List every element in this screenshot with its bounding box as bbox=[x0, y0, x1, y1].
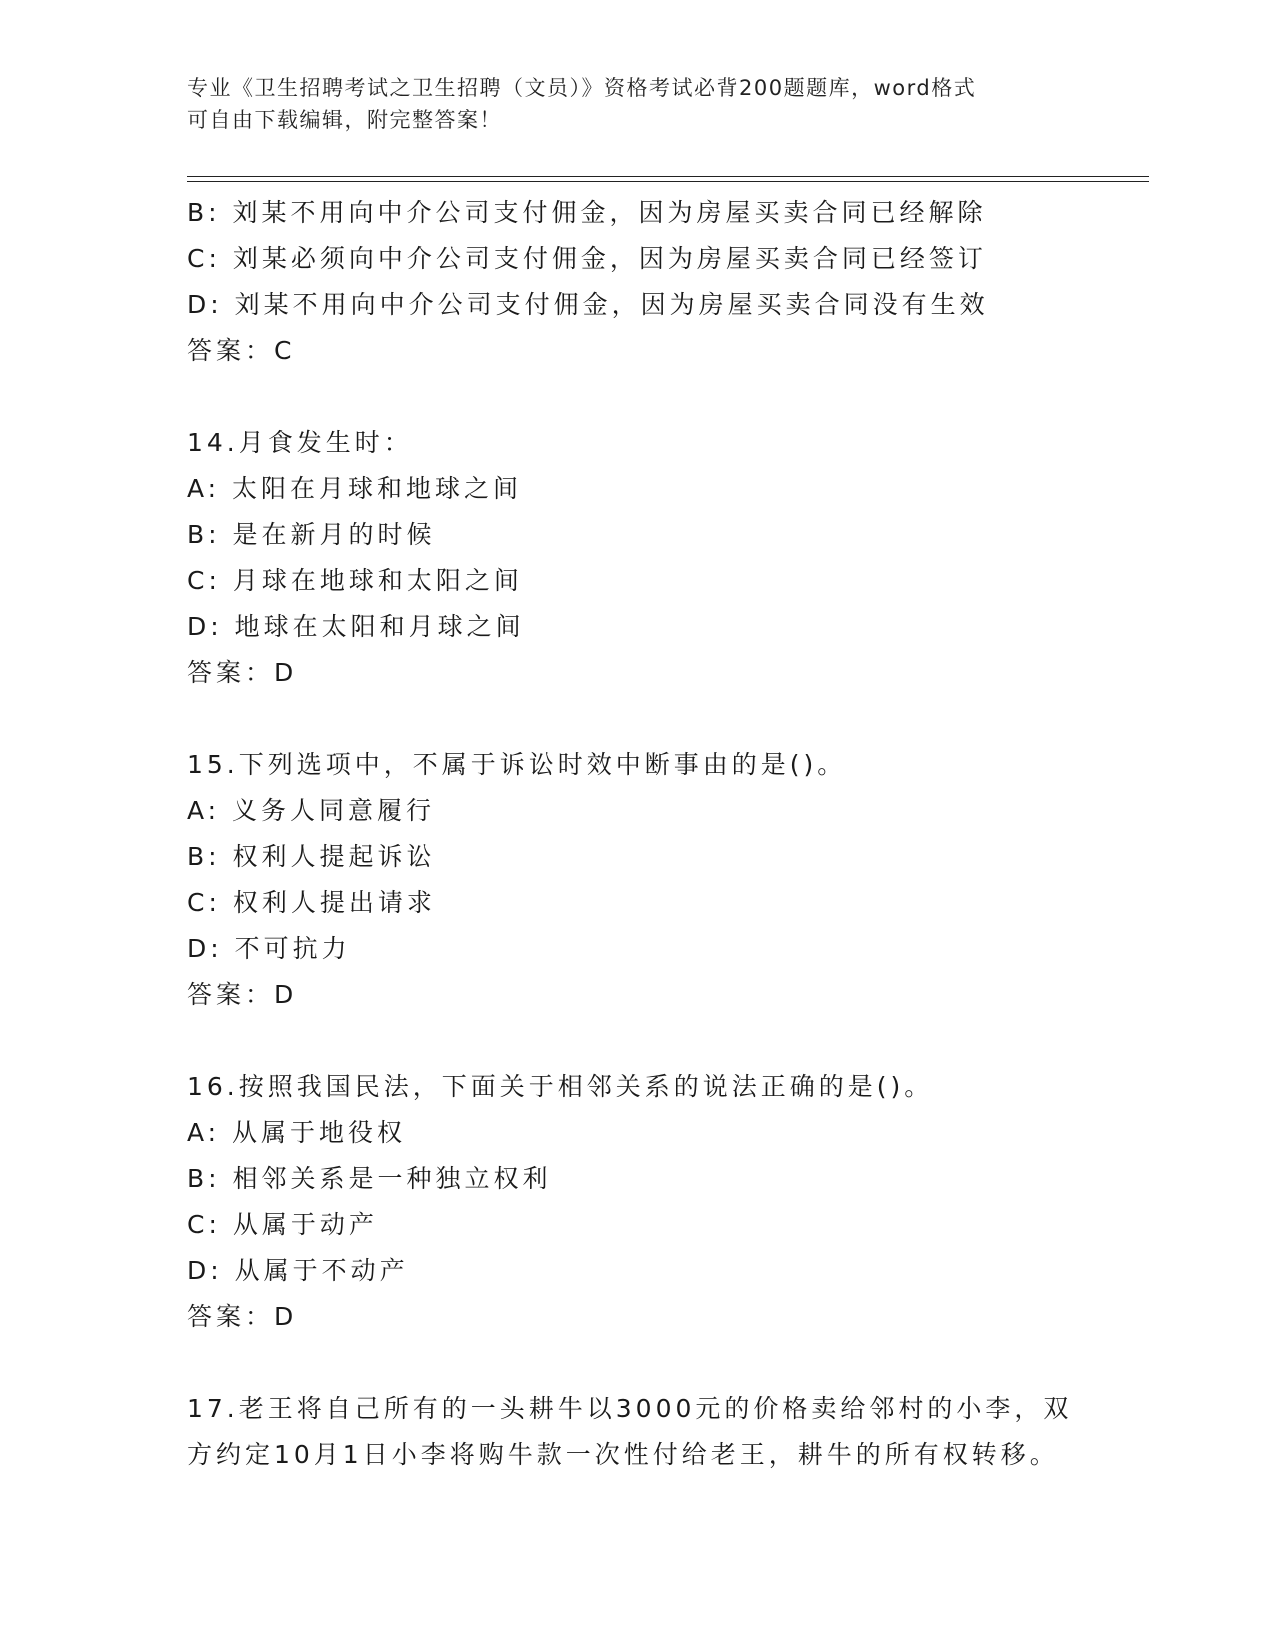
answer: 答案：D bbox=[187, 658, 298, 687]
question-stem: 15.下列选项中，不属于诉讼时效中断事由的是()。 bbox=[187, 750, 847, 779]
option-c: C: 权利人提出请求 bbox=[187, 888, 436, 917]
question-stem: 16.按照我国民法，下面关于相邻关系的说法正确的是()。 bbox=[187, 1072, 934, 1101]
option-d: D: 从属于不动产 bbox=[187, 1256, 409, 1285]
header-divider-bottom bbox=[187, 181, 1149, 182]
answer: 答案：C bbox=[187, 336, 296, 365]
option-c: C: 月球在地球和太阳之间 bbox=[187, 566, 523, 595]
spacer bbox=[187, 1340, 1087, 1386]
question-stem-line-1: 17.老王将自己所有的一头耕牛以3000元的价格卖给邻村的小李，双 bbox=[187, 1394, 1073, 1423]
question-14 bbox=[187, 420, 1087, 696]
question-stem-line-2: 方约定10月1日小李将购牛款一次性付给老王，耕牛的所有权转移。 bbox=[187, 1440, 1059, 1469]
question-15 bbox=[187, 742, 1087, 1018]
spacer bbox=[187, 696, 1087, 742]
option-a: A: 从属于地役权 bbox=[187, 1118, 407, 1147]
question-13 bbox=[187, 190, 1087, 374]
question-list bbox=[187, 190, 1087, 1478]
option-d: D: 刘某不用向中介公司支付佣金，因为房屋买卖合同没有生效 bbox=[187, 290, 989, 319]
spacer bbox=[187, 374, 1087, 420]
option-b: B: 是在新月的时候 bbox=[187, 520, 436, 549]
question-stem: 14.月食发生时： bbox=[187, 428, 413, 457]
option-b: B: 相邻关系是一种独立权利 bbox=[187, 1164, 552, 1193]
option-a: A: 太阳在月球和地球之间 bbox=[187, 474, 523, 503]
header-divider-top bbox=[187, 176, 1149, 177]
answer: 答案：D bbox=[187, 980, 298, 1009]
option-d: D: 不可抗力 bbox=[187, 934, 351, 963]
option-b: B: 权利人提起诉讼 bbox=[187, 842, 436, 871]
spacer bbox=[187, 1018, 1087, 1064]
question-16 bbox=[187, 1064, 1087, 1340]
document-header bbox=[187, 72, 1087, 136]
option-b: B: 刘某不用向中介公司支付佣金，因为房屋买卖合同已经解除 bbox=[187, 198, 987, 227]
option-c: C: 刘某必须向中介公司支付佣金，因为房屋买卖合同已经签订 bbox=[187, 244, 987, 273]
header-title-line-2: 可自由下载编辑，附完整答案！ bbox=[187, 108, 502, 132]
question-17 bbox=[187, 1386, 1087, 1478]
option-a: A: 义务人同意履行 bbox=[187, 796, 436, 825]
option-d: D: 地球在太阳和月球之间 bbox=[187, 612, 525, 641]
answer: 答案：D bbox=[187, 1302, 298, 1331]
header-title-line-1: 专业《卫生招聘考试之卫生招聘（文员）》资格考试必背200题题库，word格式 bbox=[187, 76, 977, 100]
option-c: C: 从属于动产 bbox=[187, 1210, 378, 1239]
